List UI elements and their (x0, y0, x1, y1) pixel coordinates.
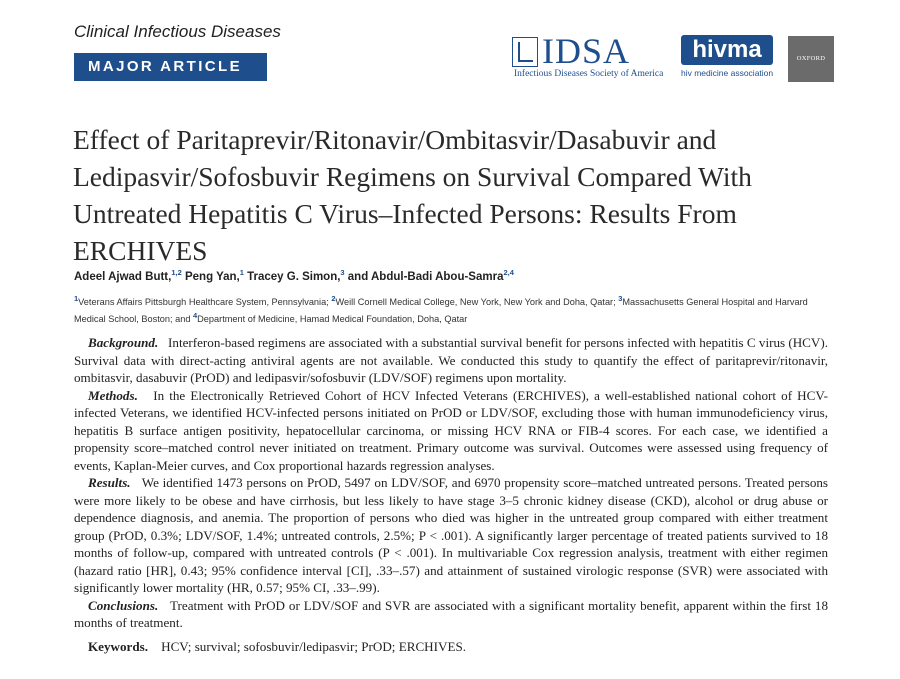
keywords-text: HCV; survival; sofosbuvir/ledipasvir; PrOD; ERCHIVES. (161, 638, 467, 654)
oxford-logo[interactable]: OXFORD (788, 36, 834, 82)
author-name[interactable]: Tracey G. Simon, (243, 270, 341, 283)
affiliation-text: Veterans Affairs Pittsburgh Healthcare System, Pennsylvania; (78, 297, 332, 308)
idsa-logo-subtitle: Infectious Diseases Society of America (514, 69, 664, 79)
idsa-logo[interactable] (512, 33, 674, 79)
author-name[interactable]: Peng Yan, (181, 270, 240, 283)
abstract-results (74, 474, 828, 597)
author-affiliation-ref[interactable]: 1 (239, 268, 244, 277)
affiliation-number: 4 (193, 311, 198, 321)
abstract-keywords (74, 638, 828, 656)
abstract-methods (74, 387, 828, 475)
author-name[interactable]: Adeel Ajwad Butt, (74, 270, 172, 283)
article-type-badge: MAJOR ARTICLE (74, 53, 267, 81)
article-title: Effect of Paritaprevir/Ritonavir/Ombitasvir/Dasabuvir and Ledipasvir/Sofosbuvir Regimens on Survival Compared With Untreated Hepatitis C Virus–Infected Persons: Results From ERCHIVES (73, 124, 752, 266)
results-label: Results. (88, 475, 131, 490)
author-affiliation-ref[interactable]: 3 (340, 268, 345, 277)
results-text: We identified 1473 persons on PrOD, 5497 on LDV/SOF, and 6970 propensity score–matched untreated persons. Treated persons were more likely to be obese and have cirrhosis, but less likely to have stage 3–5 chronic kidney disease (CKD), alcohol or drug abuse or dependence diagnosis, and anemia. The proportion of persons who died was higher in the untreated group compared with either treatment group (PrOD, 0.3%; LDV/SOF, 1.4%; untreated controls, 2.5%; P < .001). A significantly larger percentage of treated patients survived to 18 months of follow-up, compared with untreated controls (P < .001). In multivariable Cox regression analysis, treatment with either regimen (hazard ratio [HR], 0.43; 95% confidence interval [CI], .33–.57) and attainment of sustained virologic response (SVR) were associated with significantly lower mortality (HR, 0.57; 95% CI, .33–.99). (74, 475, 829, 595)
author-affiliation-ref[interactable]: 2,4 (503, 268, 514, 277)
conclusions-text: Treatment with PrOD or LDV/SOF and SVR are associated with a significant mortality benefit, apparent within the first 18 months of treatment. (74, 597, 828, 630)
methods-label: Methods. (88, 387, 138, 403)
keywords-label: Keywords. (88, 638, 149, 654)
journal-name: Clinical Infectious Diseases (74, 22, 281, 41)
affiliation-text: Massachusetts General Hospital and Harvard Medical School, Boston; and (74, 297, 808, 325)
idsa-emblem-icon (512, 37, 538, 67)
affiliation-text: Weill Cornell Medical College, New York, New York and Doha, Qatar; (335, 297, 619, 308)
abstract (74, 334, 828, 655)
background-label: Background. (88, 335, 159, 350)
affiliation-number: 2 (331, 294, 336, 303)
methods-text: In the Electronically Retrieved Cohort of HCV Infected Veterans (ERCHIVES), a well-established national cohort of HCV-infected Veterans, we identified HCV-infected persons initiated on PrOD or LDV/SOF, excluding those with human immunodeficiency virus, hepatitis B surface antigen positivity, hepatocellular carcinoma, or missing HCV RNA or FIB-4 scores. For each case, we identified a propensity score–matched control never initiated on treatment. Primary outcome was survival. Outcomes were assessed using frequency of events, Kaplan-Meier curves, and Cox proportional hazards regression analyses. (74, 387, 828, 473)
author-affiliation-ref[interactable]: 1,2 (171, 268, 182, 277)
author-list (74, 268, 514, 283)
affiliations (74, 292, 834, 326)
author-name[interactable]: and Abdul-Badi Abou-Samra (344, 270, 504, 283)
affiliation-text: Department of Medicine, Hamad Medical Foundation, Doha, Qatar (197, 314, 468, 325)
hivma-logo-subtitle: hiv medicine association (681, 68, 774, 78)
affiliation-number: 1 (74, 294, 79, 303)
affiliation-number: 3 (618, 294, 623, 303)
conclusions-label: Conclusions. (88, 597, 159, 613)
background-text: Interferon-based regimens are associated with a substantial survival benefit for persons infected with hepatitis C virus (HCV). Survival data with direct-acting antiviral agents are not available. We conducted this study to quantify the effect of paritaprevir/ritonavir, ombitasvir, dasabuvir (PrOD) and ledipasvir/sofosbuvir (LDV/SOF) regimens upon mortality. (74, 335, 828, 385)
abstract-background (74, 334, 828, 387)
hivma-logo-wordmark: hivma (681, 35, 773, 65)
idsa-logo-wordmark: IDSA (542, 31, 631, 71)
abstract-conclusions (74, 597, 828, 632)
hivma-logo[interactable] (681, 33, 781, 79)
